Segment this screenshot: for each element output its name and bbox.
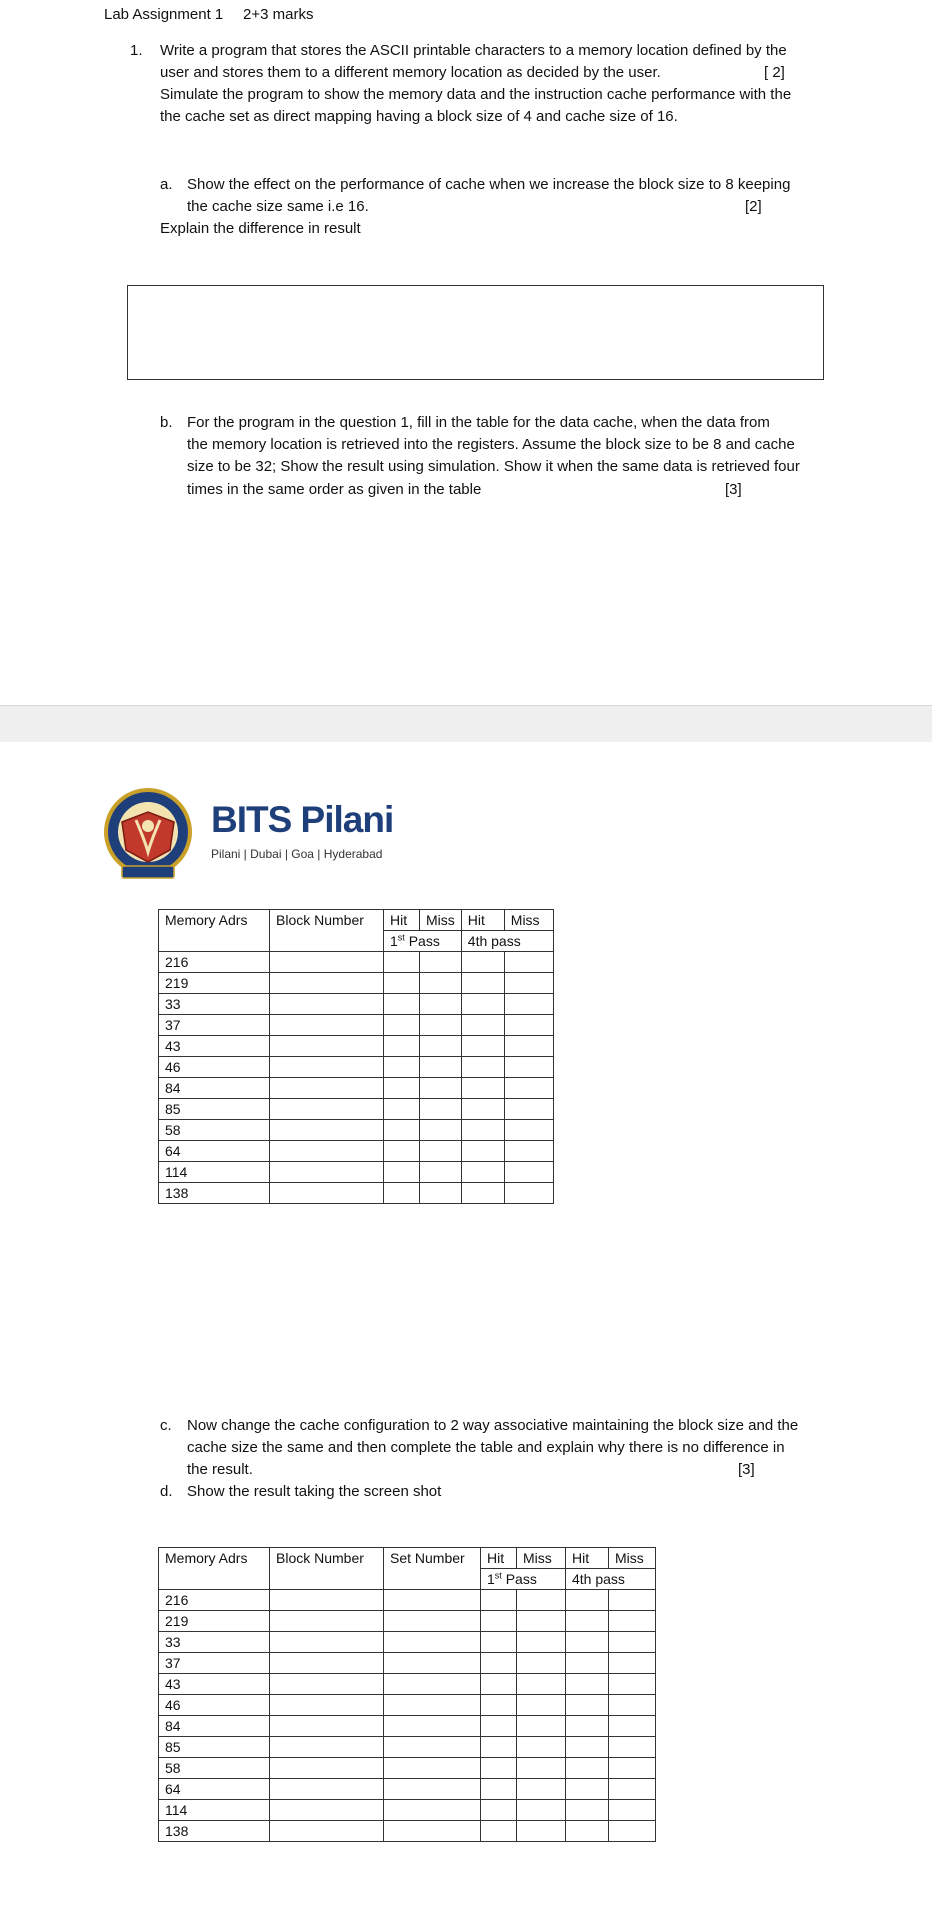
qc-label: c. <box>160 1417 172 1434</box>
qb-line: size to be 32; Show the result using simulation. Show it when the same data is retrieved four <box>187 458 800 475</box>
table-row <box>159 1611 656 1632</box>
header-first-pass: 1st Pass <box>384 931 462 952</box>
qa-line: Show the effect on the performance of cache when we increase the block size to 8 keeping <box>187 176 791 193</box>
header-miss: Miss <box>420 910 462 931</box>
table-row <box>159 1779 656 1800</box>
address-cell: 37 <box>159 1653 270 1674</box>
header-fourth-pass: 4th pass <box>566 1569 656 1590</box>
table-row <box>159 1015 554 1036</box>
q1-line: user and stores them to a different memory location as decided by the user. <box>160 64 661 81</box>
header-memory-adrs: Memory Adrs <box>159 910 270 952</box>
table-row <box>159 1120 554 1141</box>
table-row <box>159 1590 656 1611</box>
table-row <box>159 973 554 994</box>
qb-line: the memory location is retrieved into the registers. Assume the block size to be 8 and cache <box>187 436 795 453</box>
address-cell: 33 <box>159 994 270 1015</box>
qa-label: a. <box>160 176 173 193</box>
cache-table-direct <box>158 909 554 1204</box>
address-cell: 114 <box>159 1162 270 1183</box>
header-block-number: Block Number <box>270 1548 384 1590</box>
address-cell: 46 <box>159 1695 270 1716</box>
table-row <box>159 994 554 1015</box>
header-miss: Miss <box>504 910 553 931</box>
address-cell: 43 <box>159 1674 270 1695</box>
qa-explain: Explain the difference in result <box>160 220 361 237</box>
qa-line: the cache size same i.e 16. <box>187 198 369 215</box>
address-cell: 216 <box>159 952 270 973</box>
header-hit: Hit <box>461 910 504 931</box>
address-cell: 37 <box>159 1015 270 1036</box>
address-cell: 219 <box>159 1611 270 1632</box>
bits-emblem-icon <box>100 786 196 882</box>
address-cell: 85 <box>159 1099 270 1120</box>
table-row <box>159 1162 554 1183</box>
header-hit: Hit <box>481 1548 517 1569</box>
header-hit: Hit <box>566 1548 609 1569</box>
address-cell: 138 <box>159 1821 270 1842</box>
table-row <box>159 1821 656 1842</box>
header-fourth-pass: 4th pass <box>461 931 553 952</box>
answer-box[interactable] <box>127 285 824 380</box>
address-cell: 43 <box>159 1036 270 1057</box>
qc-line: cache size the same and then complete the table and explain why there is no difference in <box>187 1439 785 1456</box>
qc-mark: [3] <box>738 1461 755 1478</box>
table-row <box>159 1716 656 1737</box>
table-row <box>159 1674 656 1695</box>
address-cell: 138 <box>159 1183 270 1204</box>
table-row <box>159 1758 656 1779</box>
table-row <box>159 1099 554 1120</box>
qd-label: d. <box>160 1483 173 1500</box>
qd-text: Show the result taking the screen shot <box>187 1483 442 1500</box>
assignment-title: Lab Assignment 1 <box>104 6 224 23</box>
header-block-number: Block Number <box>270 910 384 952</box>
brand-campuses: Pilani | Dubai | Goa | Hyderabad <box>211 847 383 861</box>
address-cell: 58 <box>159 1758 270 1779</box>
address-cell: 84 <box>159 1716 270 1737</box>
q1-line: Simulate the program to show the memory data and the instruction cache performance with the <box>160 86 792 103</box>
table-row <box>159 1078 554 1099</box>
page-break <box>0 705 932 742</box>
cache-table-2way <box>158 1547 656 1842</box>
header-miss: Miss <box>517 1548 566 1569</box>
table-row <box>159 1737 656 1758</box>
q1-mark: [ 2] <box>764 64 785 81</box>
address-cell: 114 <box>159 1800 270 1821</box>
bits-emblem <box>100 786 196 886</box>
qb-label: b. <box>160 414 173 431</box>
table-row <box>159 1800 656 1821</box>
qb-line: times in the same order as given in the table <box>187 481 482 498</box>
table-row <box>159 1141 554 1162</box>
header-set-number: Set Number <box>384 1548 481 1590</box>
address-cell: 219 <box>159 973 270 994</box>
qc-line: the result. <box>187 1461 253 1478</box>
qa-mark: [2] <box>745 198 762 215</box>
assignment-marks: 2+3 marks <box>243 6 314 23</box>
address-cell: 58 <box>159 1120 270 1141</box>
address-cell: 64 <box>159 1779 270 1800</box>
table-row <box>159 1183 554 1204</box>
address-cell: 46 <box>159 1057 270 1078</box>
header-memory-adrs: Memory Adrs <box>159 1548 270 1590</box>
table-row <box>159 952 554 973</box>
q1-line: Write a program that stores the ASCII printable characters to a memory location defined by the <box>160 42 787 59</box>
address-cell: 216 <box>159 1590 270 1611</box>
address-cell: 84 <box>159 1078 270 1099</box>
address-cell: 33 <box>159 1632 270 1653</box>
header-miss: Miss <box>609 1548 656 1569</box>
header-hit: Hit <box>384 910 420 931</box>
brand-name: BITS Pilani <box>211 799 394 840</box>
address-cell: 85 <box>159 1737 270 1758</box>
qb-mark: [3] <box>725 481 742 498</box>
q1-line: the cache set as direct mapping having a block size of 4 and cache size of 16. <box>160 108 678 125</box>
q1-number: 1. <box>130 42 143 59</box>
table-row <box>159 1036 554 1057</box>
table-row <box>159 1695 656 1716</box>
table-row <box>159 1632 656 1653</box>
qc-line: Now change the cache configuration to 2 way associative maintaining the block size and the <box>187 1417 799 1434</box>
table-row <box>159 1653 656 1674</box>
qb-line: For the program in the question 1, fill in the table for the data cache, when the data from <box>187 414 770 431</box>
table-row <box>159 1057 554 1078</box>
address-cell: 64 <box>159 1141 270 1162</box>
header-first-pass: 1st Pass <box>481 1569 566 1590</box>
